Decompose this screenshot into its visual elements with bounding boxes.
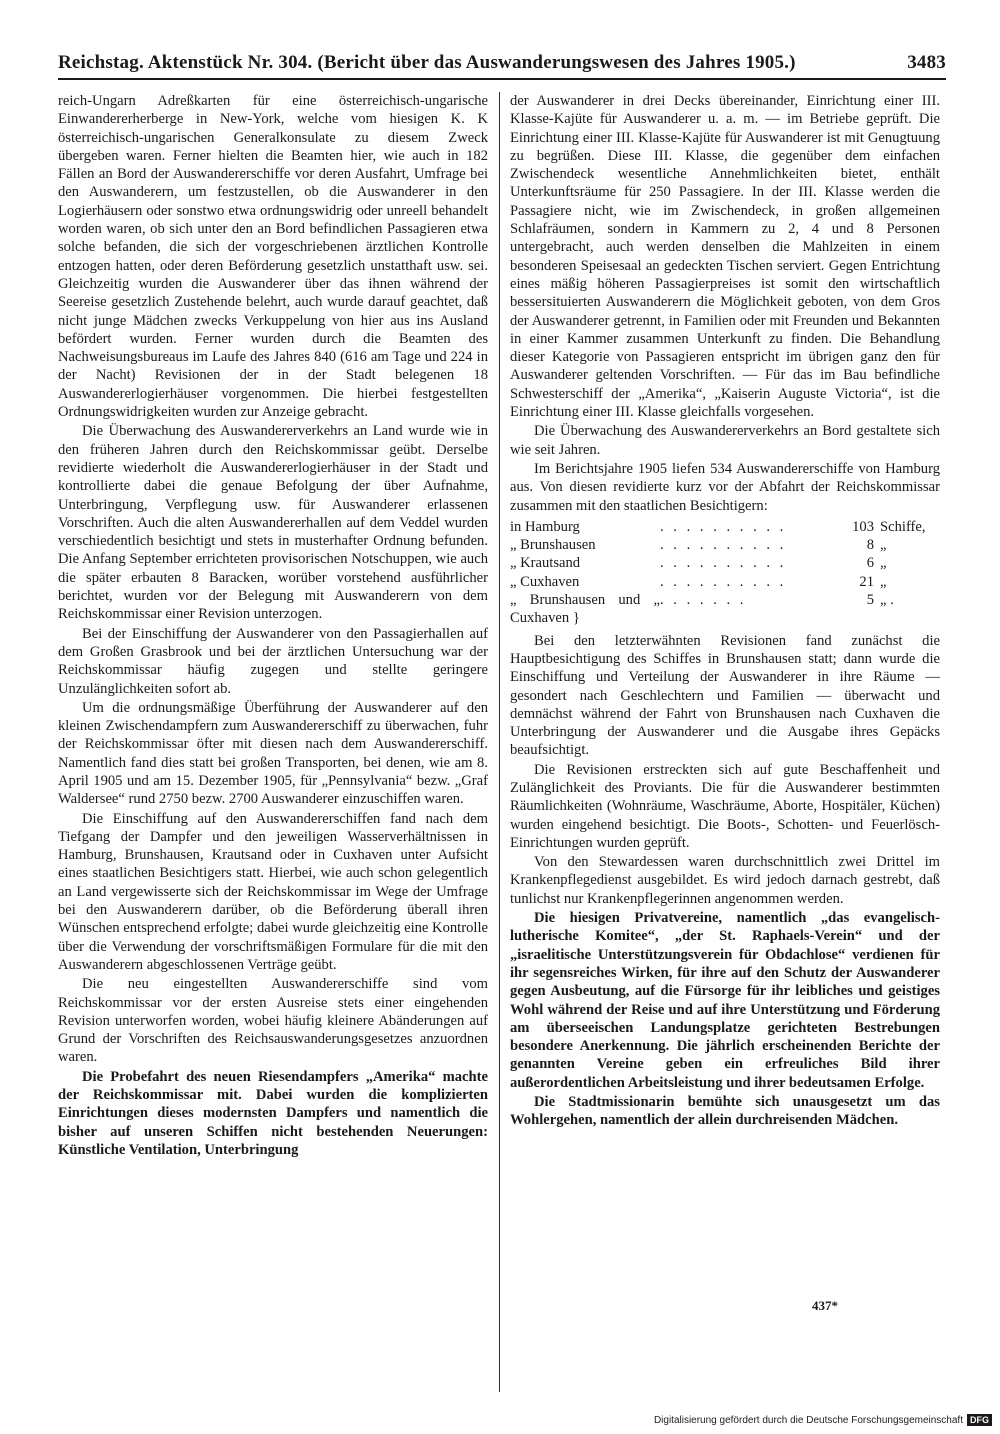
header-title: Reichstag. Aktenstück Nr. 304. (Bericht über das Auswanderungswesen des Jahres 1905.) (58, 52, 796, 73)
leader-dots: . . . . . . . (660, 592, 747, 609)
text-columns (58, 92, 946, 1392)
table-row (510, 536, 940, 554)
ship-count: 21 (859, 573, 874, 590)
paragraph: Von den Stewardessen waren durchschnittlich zwei Drittel im Krankenpflegedienst ausgebildet. Es wird jedoch darnach gestrebt, daß tunlichst nur Krankenpflegerinnen angenommen werden. (510, 854, 940, 907)
credit-text: Digitalisierung gefördert durch die Deutsche Forschungsgemeinschaft (653, 1414, 963, 1426)
paragraph: Die Probefahrt des neuen Riesendampfers „Amerika“ machte der Reichskommissar mit. Dabei wurden die komplizierten Einrichtungen dieses modernsten Dampfers und namentlich die bisher auf unseren Schiffen nicht bestehenden Neuerungen: Künstliche Ventilation, Unterbringung (58, 1068, 488, 1158)
document-page (58, 52, 946, 1392)
column-divider (499, 92, 500, 1392)
ship-place: „ Brunshausen und „ Cuxhaven } (510, 592, 660, 627)
paragraph: Die Stadtmissionarin bemühte sich unausgesetzt um das Wohlergehen, namentlich der allein durchreisenden Mädchen. (510, 1094, 940, 1129)
paragraph: Um die ordnungsmäßige Überführung der Auswanderer auf den kleinen Zwischendampfern zum Auswandererschiff zu überwachen, fuhr der Reichskommissar öfter mit diesen nach dem Auswandererschiff. Namentlich fand dies statt bei großen Transporten, bei denen, wie am 8. April 1905 und am 15. Dezember 1905, für „Pennsylvania“ bezw. „Graf Waldersee“ rund 2750 bezw. 2700 Auswanderer einzuschiffen waren. (58, 699, 488, 808)
leader-dots: . . . . . . . . . . (660, 555, 787, 572)
paragraph: Die Überwachung des Auswandererverkehrs an Bord gestaltete sich wie seit Jahren. (510, 423, 940, 458)
paragraph: Die neu eingestellten Auswandererschiffe sind vom Reichskommissar vor der ersten Ausreise stets einer eingehenden Revision unterworfen worden, wobei häufig kleinere Abänderungen auf Grund der Vorschriften des Reichsauswanderungsgesetzes anzuordnen waren. (58, 976, 488, 1066)
table-row (510, 573, 940, 591)
table-row (510, 518, 940, 536)
sheet-number: 437* (812, 1298, 838, 1313)
left-column (58, 92, 488, 1160)
ship-place: „ Krautsand (510, 555, 581, 572)
dfg-logo: DFG (967, 1414, 992, 1426)
ship-unit: „ (880, 537, 887, 554)
digitization-credit (654, 1414, 992, 1426)
paragraph: Die hiesigen Privatvereine, namentlich „das evangelisch-lutherische Komitee“, „der St. Raphaels-Verein“ und der „israelitische Unterstützungsverein für Obdachlose“ verdienen für ihr segensreiches Wirken, für ihre auf den Schutz der Auswanderer gegen Ausbeutung, auf die Fürsorge für ihr leibliches und geistiges Wohl während der Reise und auf ihre Unterstützung und Förderung am überseeischen Landungsplatze gerichteten Bestrebungen besondere Anerkennung. Die jährlich erscheinenden Berichte der genannten Vereine geben ein erfreuliches Bild ihrer außerordentlichen Arbeitsleistung und ihrer bedeutsamen Erfolge. (510, 910, 940, 1091)
leader-dots: . . . . . . . . . . (660, 537, 787, 554)
paragraph: Die Überwachung des Auswandererverkehrs an Land wurde wie in den früheren Jahren durch den Reichskommissar geübt. Derselbe revidierte wiederholt die Auswandererlogierhäuser in der Stadt und kontrollierte dabei die genaue Befolgung der über Aufnahme, Unterbringung, Verpflegung usw. für Auswanderer erlassenen Vorschriften. Auch die alten Auswandererhallen auf dem Veddel wurden verschiedentlich besichtigt und stets in musterhafter Ordnung befunden. Die Anfang September errichteten provisorischen Notschuppen, wie auch die später erbauten 8 Baracken, worüber vorstehend ausführlicher berichtet, wurden vor der Belegung mit Auswanderern von dem Reichskommissar einer Revision unterzogen. (58, 423, 488, 623)
ship-place: „ Cuxhaven (510, 573, 580, 590)
ship-unit: „ . (880, 592, 894, 609)
paragraph: Die Einschiffung auf den Auswandererschiffen fand nach dem Tiefgang der Dampfer und den jeweiligen Wasserverhältnissen in Hamburg, Brunshausen, Krautsand oder in Cuxhaven unter Aufsicht eines staatlichen Besichtigers statt. Hierbei, wie auch schon gelegentlich an Land vergewisserte sich der Reichskommissar im Wege der Umfrage bei den Auswanderern darüber, ob die Beförderung überall ihren Wünschen entsprechend erfolgte; dabei wurde gleichzeitig eine Kontrolle über die Verwendung der vorschriftsmäßigen Formulare für die mit den Auswanderern abgeschlossenen Verträge geübt. (58, 810, 488, 973)
ship-count: 5 (866, 592, 874, 609)
paragraph: reich-Ungarn Adreßkarten für eine österreichisch-ungarische Einwandererherberge in New-York, welche vom hiesigen K. K österreichisch-ungarischen Generalkonsulate zu diesem Zweck übergeben waren. Ferner hielten die Beamten hier, wie auch in 182 Fällen an Bord der Auswandererschiffe vor deren Ausfahrt, Umfrage bei den Auswanderern, um festzustellen, ob die Auswanderer in den Logierhäusern oder sonstwo etwa ordnungswidrig oder unreell behandelt worden waren, ob sich unter den an Bord befindlichen Passagieren etwa solche befanden, die sich der vorgeschriebenen ärztlichen Kontrolle entzogen hatten, oder deren Beförderung gesetzlich unstatthaft usw. sei. Gleichzeitig wurden die Auswanderer über das ihnen während der Seereise gesetzlich Zustehende belehrt, auch wurde darauf geachtet, daß nicht junge Mädchen zwecks Verkuppelung von hier aus ins Ausland befördert wurden. Ferner wurden durch die Beamten des Nachweisungsbureaus im Laufe des Jahres 840 (616 am Tage und 224 in der Nacht) Revisionen der in der Stadt belegenen 18 Auswandererlogierhäuser vorgenommen. Die hierbei festgestellten Ordnungswidrigkeiten wurden zur Anzeige gebracht. (58, 93, 488, 421)
ship-unit: „ (880, 555, 887, 572)
table-row (510, 554, 940, 572)
paragraph: Bei den letzterwähnten Revisionen fand zunächst die Hauptbesichtigung des Schiffes in Brunshausen statt; dann wurde die Einschiffung und Verteilung der Auswanderer in ihre Räume — gesondert nach Geschlechtern und Familien — überwacht und demnächst während der Fahrt von Brunshausen nach Cuxhaven die Unterbringung der Auswanderer und die Ausgabe ihres Gepäcks beaufsichtigt. (510, 632, 940, 759)
ships-table (510, 518, 940, 628)
paragraph: Die Revisionen erstreckten sich auf gute Beschaffenheit und Zulänglichkeit des Proviants. Die für die Auswanderer bestimmten Räumlichkeiten (Wohnräume, Waschräume, Aborte, Hospitäler, Küchen) wurden eingehend besichtigt. Die Boots-, Schotten- und Feuerlösch-Einrichtungen wurden geprüft. (510, 761, 940, 851)
ship-unit: Schiffe, (880, 518, 926, 535)
paragraph: Bei der Einschiffung der Auswanderer von den Passagierhallen auf dem Großen Grasbrook und bei der ärztlichen Untersuchung war der Reichskommissar häufig zugegen und stellte geringere Unzulänglichkeiten sofort ab. (58, 625, 488, 697)
ship-count: 8 (866, 537, 874, 554)
ship-count: 6 (866, 555, 874, 572)
ship-count: 103 (852, 518, 874, 535)
page-number: 3483 (907, 52, 946, 73)
ship-unit: „ (880, 573, 887, 590)
leader-dots: . . . . . . . . . . (660, 518, 787, 535)
table-row (510, 591, 940, 628)
ship-place: „ Brunshausen (510, 537, 596, 554)
right-column (510, 92, 940, 1131)
ship-place: in Hamburg (510, 518, 580, 535)
paragraph: Im Berichtsjahre 1905 liefen 534 Auswandererschiffe von Hamburg aus. Von diesen revidierte kurz vor der Abfahrt der Reichskommissar zusammen mit den staatlichen Besichtigern: (510, 460, 940, 514)
leader-dots: . . . . . . . . . . (660, 573, 787, 590)
page-header (58, 52, 946, 80)
paragraph: der Auswanderer in drei Decks übereinander, Einrichtung einer III. Klasse-Kajüte für Auswanderer u. a. m. — im Betriebe geprüft. Die Einrichtung einer III. Klasse-Kajüte für Auswanderer ist mit Genugtuung zu begrüßen. Diese III. Klasse, die gegenüber dem einfachen Zwischendeck wesentliche Annehmlichkeiten bietet, enthält Unterkunftsräume für 250 Passagiere. In der III. Klasse werden die Passagiere nicht, wie im Zwischendeck, in großen allgemeinen Schlafräumen, sondern in Kammern zu 2, 4 und 8 Personen untergebracht, auch werden denselben die Mahlzeiten in einem besonderen Speisesaal an gedeckten Tischen serviert. Gegen Entrichtung eines mäßig höheren Passagierpreises ist somit den wirtschaftlich bessersituierten Auswanderern die Möglichkeit geboten, von dem Gros der Auswanderer getrennt, in Familien oder mit Freunden und Bekannten in einer Kammer zusammen Unterkunft zu finden. Die Behandlung dieser Kategorie von Passagieren entspricht im übrigen ganz den für Auswanderer geltenden Vorschriften. — Für das im Bau befindliche Schwesterschiff der „Amerika“, „Kaiserin Auguste Victoria“, ist die Einrichtung einer III. Klasse gleichfalls vorgesehen. (510, 93, 940, 421)
